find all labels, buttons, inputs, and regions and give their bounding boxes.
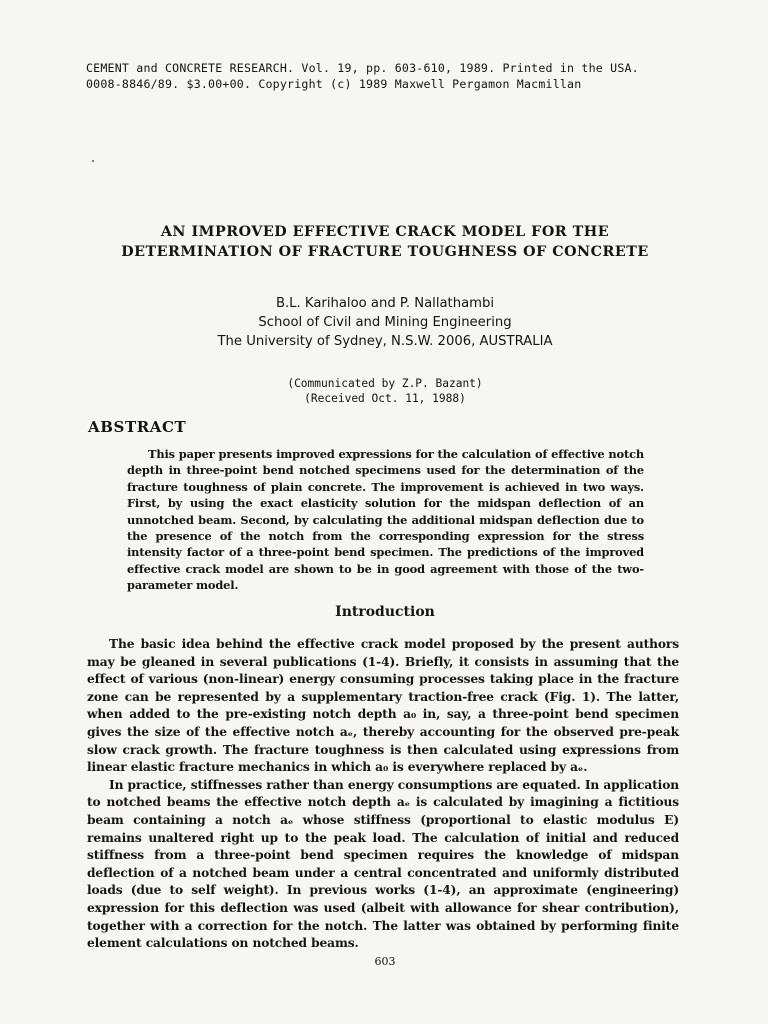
journal-copyright-line: 0008-8846/89. $3.00+00. Copyright (c) 1989 Maxwell Pergamon Macmillan — [86, 77, 582, 91]
journal-citation-line: CEMENT and CONCRETE RESEARCH. Vol. 19, pp. 603-610, 1989. Printed in the USA. — [86, 61, 639, 75]
author-school: School of Civil and Mining Engineering — [258, 315, 512, 330]
introduction-body — [87, 636, 679, 953]
introduction-heading: Introduction — [335, 604, 435, 620]
communication-info — [60, 376, 710, 406]
author-university: The University of Sydney, N.S.W. 2006, AUSTRALIA — [217, 334, 553, 349]
paper-title — [60, 222, 710, 262]
title-line-2: DETERMINATION OF FRACTURE TOUGHNESS OF CONCRETE — [121, 244, 649, 260]
journal-header — [86, 60, 639, 92]
title-line-1: AN IMPROVED EFFECTIVE CRACK MODEL FOR THE — [160, 224, 610, 240]
page-number: 603 — [374, 955, 396, 968]
received-date: (Received Oct. 11, 1988) — [304, 392, 466, 405]
author-names: B.L. Karihaloo and P. Nallathambi — [275, 296, 495, 311]
abstract-heading: ABSTRACT — [88, 418, 187, 436]
communicated-by: (Communicated by Z.P. Bazant) — [287, 377, 483, 390]
author-block — [60, 294, 710, 351]
abstract-body: This paper presents improved expressions for the calculation of effective notch depth in three-point bend notched specimens used for the determination of the fracture toughness of plain concrete. The improvement is achieved in two ways. First, by using the exact elasticity solution for the midspan deflection of an unnotched beam. Second, by calculating the additional midspan deflection due to the presence of the notch from the corresponding expression for the stress intensity factor of a three-point bend specimen. The predictions of the improved effective crack model are shown to be in good agreement with those of the two-parameter model. — [127, 447, 644, 593]
stray-mark — [92, 160, 94, 162]
introduction-paragraph-1: The basic idea behind the effective crack model proposed by the present authors may be gleaned in several publications (1-4). Briefly, it consists in assuming that the effect of various (non-linear) energy consuming processes taking place in the fracture zone can be represented by a supplementary traction-free crack (Fig. 1). The latter, when added to the pre-existing notch depth a₀ in, say, a three-point bend specimen gives the size of the effective notch aₑ, thereby accounting for the observed pre-peak slow crack growth. The fracture toughness is then calculated using expressions from linear elastic fracture mechanics in which a₀ is everywhere replaced by aₑ. — [87, 637, 679, 775]
introduction-paragraph-2: In practice, stiffnesses rather than energy consumptions are equated. In application to notched beams the effective notch depth aₑ is calculated by imagining a fictitious beam containing a notch aₑ whose stiffness (proportional to elastic modulus E) remains unaltered right up to the peak load. The calculation of initial and reduced stiffness from a three-point bend specimen requires the knowledge of midspan deflection of a notched beam under a central concentrated and uniformly distributed loads (due to self weight). In previous works (1-4), an approximate (engineering) expression for this deflection was used (albeit with allowance for shear contribution), together with a correction for the notch. The latter was obtained by performing finite element calculations on notched beams. — [87, 777, 679, 951]
